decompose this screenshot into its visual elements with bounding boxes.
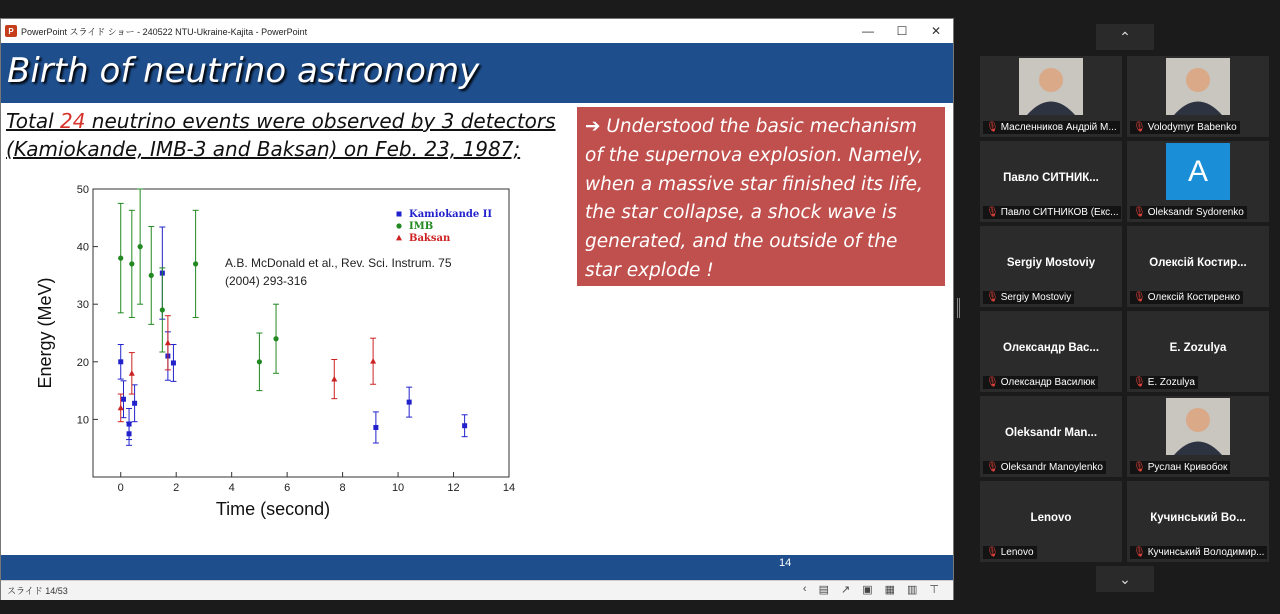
participant-tile[interactable]	[980, 481, 1122, 562]
participant-name: Павло СИТНИКОВ (Екс...	[1000, 207, 1119, 218]
data-point	[149, 273, 154, 278]
data-point	[193, 261, 198, 266]
data-point	[462, 423, 467, 428]
notes-icon[interactable]: ▤	[818, 584, 829, 596]
muted-mic-icon: 🎙	[986, 377, 999, 388]
x-tick-label: 0	[117, 482, 124, 494]
participant-name: Руслан Кривобок	[1147, 462, 1228, 473]
data-point	[171, 360, 176, 365]
y-tick-label: 20	[76, 356, 89, 369]
participant-name: Sergiy Mostoviy	[1000, 292, 1072, 303]
legend-marker	[396, 235, 402, 241]
muted-mic-icon: 🎙	[1133, 207, 1146, 218]
participant-label	[983, 461, 1106, 474]
chart-svg	[31, 171, 551, 531]
participant-label	[1130, 546, 1267, 559]
participant-display-name: Олексій Костир...	[1149, 257, 1247, 269]
participant-label	[1130, 206, 1247, 219]
callout-text: Understood the basic mechanism of the supernova explosion. Namely, when a massive star finished its life, the star collapse, a shock wave is generated, and the outside of the star explode !	[585, 116, 924, 281]
maximize-button[interactable]: ☐	[896, 24, 908, 38]
participant-display-name: Олександр Вас...	[1002, 342, 1100, 354]
muted-mic-icon: 🎙	[1133, 547, 1146, 558]
slide-sorter-icon[interactable]: ▦	[884, 584, 895, 596]
participant-display-name: Павло СИТНИК...	[1003, 172, 1099, 184]
participant-tile[interactable]	[980, 141, 1122, 222]
previous-slide-icon[interactable]: ‹	[802, 583, 807, 595]
participant-label	[1130, 291, 1243, 304]
participant-tile[interactable]	[1127, 311, 1269, 392]
minimize-button[interactable]: —	[862, 24, 874, 38]
participant-label	[983, 121, 1120, 134]
participant-name: Масленников Андрій М...	[1000, 122, 1117, 133]
y-tick-label: 10	[76, 414, 89, 427]
y-tick-label: 30	[76, 299, 89, 312]
x-tick-label: 6	[284, 482, 291, 494]
y-tick-label: 50	[76, 184, 89, 196]
participant-name: Oleksandr Sydorenko	[1147, 207, 1244, 218]
muted-mic-icon: 🎙	[1133, 122, 1146, 133]
x-tick-label: 10	[391, 482, 405, 494]
data-point	[118, 359, 123, 364]
muted-mic-icon: 🎙	[986, 122, 999, 133]
participant-display-name: Lenovo	[1030, 512, 1072, 524]
participant-tile[interactable]	[980, 56, 1122, 137]
participant-name: Олександр Василюк	[1000, 377, 1096, 388]
participant-tile[interactable]	[1127, 56, 1269, 137]
pointer-icon[interactable]: ↗	[840, 584, 851, 596]
legend-marker	[397, 212, 402, 217]
window-titlebar	[1, 19, 953, 43]
x-tick-label: 4	[228, 482, 235, 494]
participant-label	[983, 546, 1037, 559]
participant-name: E. Zozulya	[1147, 377, 1195, 388]
participant-name: Volodymyr Babenko	[1147, 122, 1237, 133]
participant-label	[983, 291, 1074, 304]
neutrino-chart	[31, 171, 551, 531]
avatar: A	[1166, 143, 1230, 200]
data-point	[127, 422, 132, 427]
data-point	[129, 261, 134, 266]
chart-annotation-line-1: A.B. McDonald et al., Rev. Sci. Instrum. 75	[225, 256, 452, 270]
participant-tile[interactable]	[1127, 481, 1269, 562]
slide-page-number: 14	[779, 557, 792, 569]
x-tick-label: 8	[339, 482, 346, 494]
data-point	[373, 425, 378, 430]
y-axis-label: Energy (MeV)	[35, 277, 55, 389]
participant-label	[983, 376, 1098, 389]
x-tick-label: 12	[447, 482, 460, 494]
participant-photo	[1166, 398, 1230, 455]
data-point	[129, 370, 135, 376]
participant-tile[interactable]	[1127, 141, 1269, 222]
participant-display-name: Кучинський Во...	[1150, 512, 1246, 524]
participant-photo	[1019, 58, 1083, 115]
participant-name: Oleksandr Manoylenko	[1000, 462, 1103, 473]
participant-tile[interactable]	[980, 311, 1122, 392]
x-tick-label: 14	[502, 482, 516, 494]
slide[interactable]	[1, 43, 953, 580]
participant-name: Олексій Костиренко	[1147, 292, 1241, 303]
participant-display-name: Oleksandr Man...	[1004, 427, 1098, 439]
x-tick-label: 2	[173, 482, 180, 494]
subtitle-post: neutrino events were observed by 3 detectors (Kamiokande, IMB-3 and Baksan) on Feb. 23, 1987;	[6, 109, 556, 161]
participant-label	[1130, 121, 1240, 134]
chart-annotation-line-2: (2004) 293-316	[225, 274, 308, 288]
meeting-toolbar	[0, 600, 1280, 614]
participant-tile[interactable]	[1127, 396, 1269, 477]
powerpoint-icon: P	[5, 25, 17, 37]
slide-indicator: スライド 14/53	[7, 586, 68, 596]
muted-mic-icon: 🎙	[986, 462, 999, 473]
legend-label: Baksan	[409, 233, 451, 244]
participant-label	[983, 206, 1121, 219]
slide-footer-bar	[1, 555, 953, 580]
participant-name: Lenovo	[1000, 547, 1034, 558]
normal-view-icon[interactable]: ▣	[862, 584, 873, 596]
participant-display-name: E. Zozulya	[1169, 342, 1227, 354]
data-point	[257, 359, 262, 364]
data-point	[138, 244, 143, 249]
window-title: PowerPoint スライド ショー - 240522 NTU-Ukraine-Kajita - PowerPoint	[21, 26, 308, 37]
subtitle-pre: Total	[6, 109, 60, 133]
muted-mic-icon: 🎙	[1133, 462, 1146, 473]
legend-label: IMB	[409, 221, 434, 232]
muted-mic-icon: 🎙	[1133, 377, 1146, 388]
data-point	[118, 256, 123, 261]
arrow-icon: ➔	[585, 116, 601, 137]
x-axis-label: Time (second)	[215, 499, 331, 519]
gallery-up-button[interactable]: ⌃	[1096, 24, 1154, 50]
participant-label	[1130, 376, 1198, 389]
muted-mic-icon: 🎙	[986, 292, 999, 303]
participant-tile[interactable]	[980, 226, 1122, 307]
legend-label: Kamiokande II	[409, 209, 493, 220]
data-point	[331, 376, 337, 382]
slide-title: Birth of neutrino astronomy	[7, 51, 480, 91]
participant-tile[interactable]	[1127, 226, 1269, 307]
powerpoint-window	[0, 18, 954, 600]
data-point	[160, 307, 165, 312]
participant-name: Кучинський Володимир...	[1147, 547, 1265, 558]
participant-photo	[1166, 58, 1230, 115]
data-point	[132, 401, 137, 406]
participant-display-name: Sergiy Mostoviy	[1006, 257, 1096, 269]
reading-view-icon[interactable]: ▥	[907, 584, 918, 596]
muted-mic-icon: 🎙	[1133, 292, 1146, 303]
data-point	[118, 405, 124, 411]
slide-subtitle	[6, 107, 576, 163]
muted-mic-icon: 🎙	[986, 547, 999, 558]
gallery-down-button[interactable]: ⌄	[1096, 566, 1154, 592]
y-tick-label: 40	[76, 241, 89, 254]
data-point	[165, 340, 171, 346]
event-count: 24	[60, 109, 86, 133]
close-button[interactable]: ✕	[930, 24, 942, 38]
data-point	[407, 400, 412, 405]
data-point	[273, 336, 278, 341]
muted-mic-icon: 🎙	[986, 207, 999, 218]
panel-resize-handle[interactable]	[957, 298, 960, 318]
callout-box	[577, 107, 945, 286]
participant-label	[1130, 461, 1230, 474]
participant-tile[interactable]	[980, 396, 1122, 477]
data-point	[370, 358, 376, 364]
slideshow-icon[interactable]: ⊤	[929, 584, 939, 596]
legend-marker	[396, 223, 401, 228]
status-bar	[1, 580, 953, 600]
data-point	[121, 397, 126, 402]
